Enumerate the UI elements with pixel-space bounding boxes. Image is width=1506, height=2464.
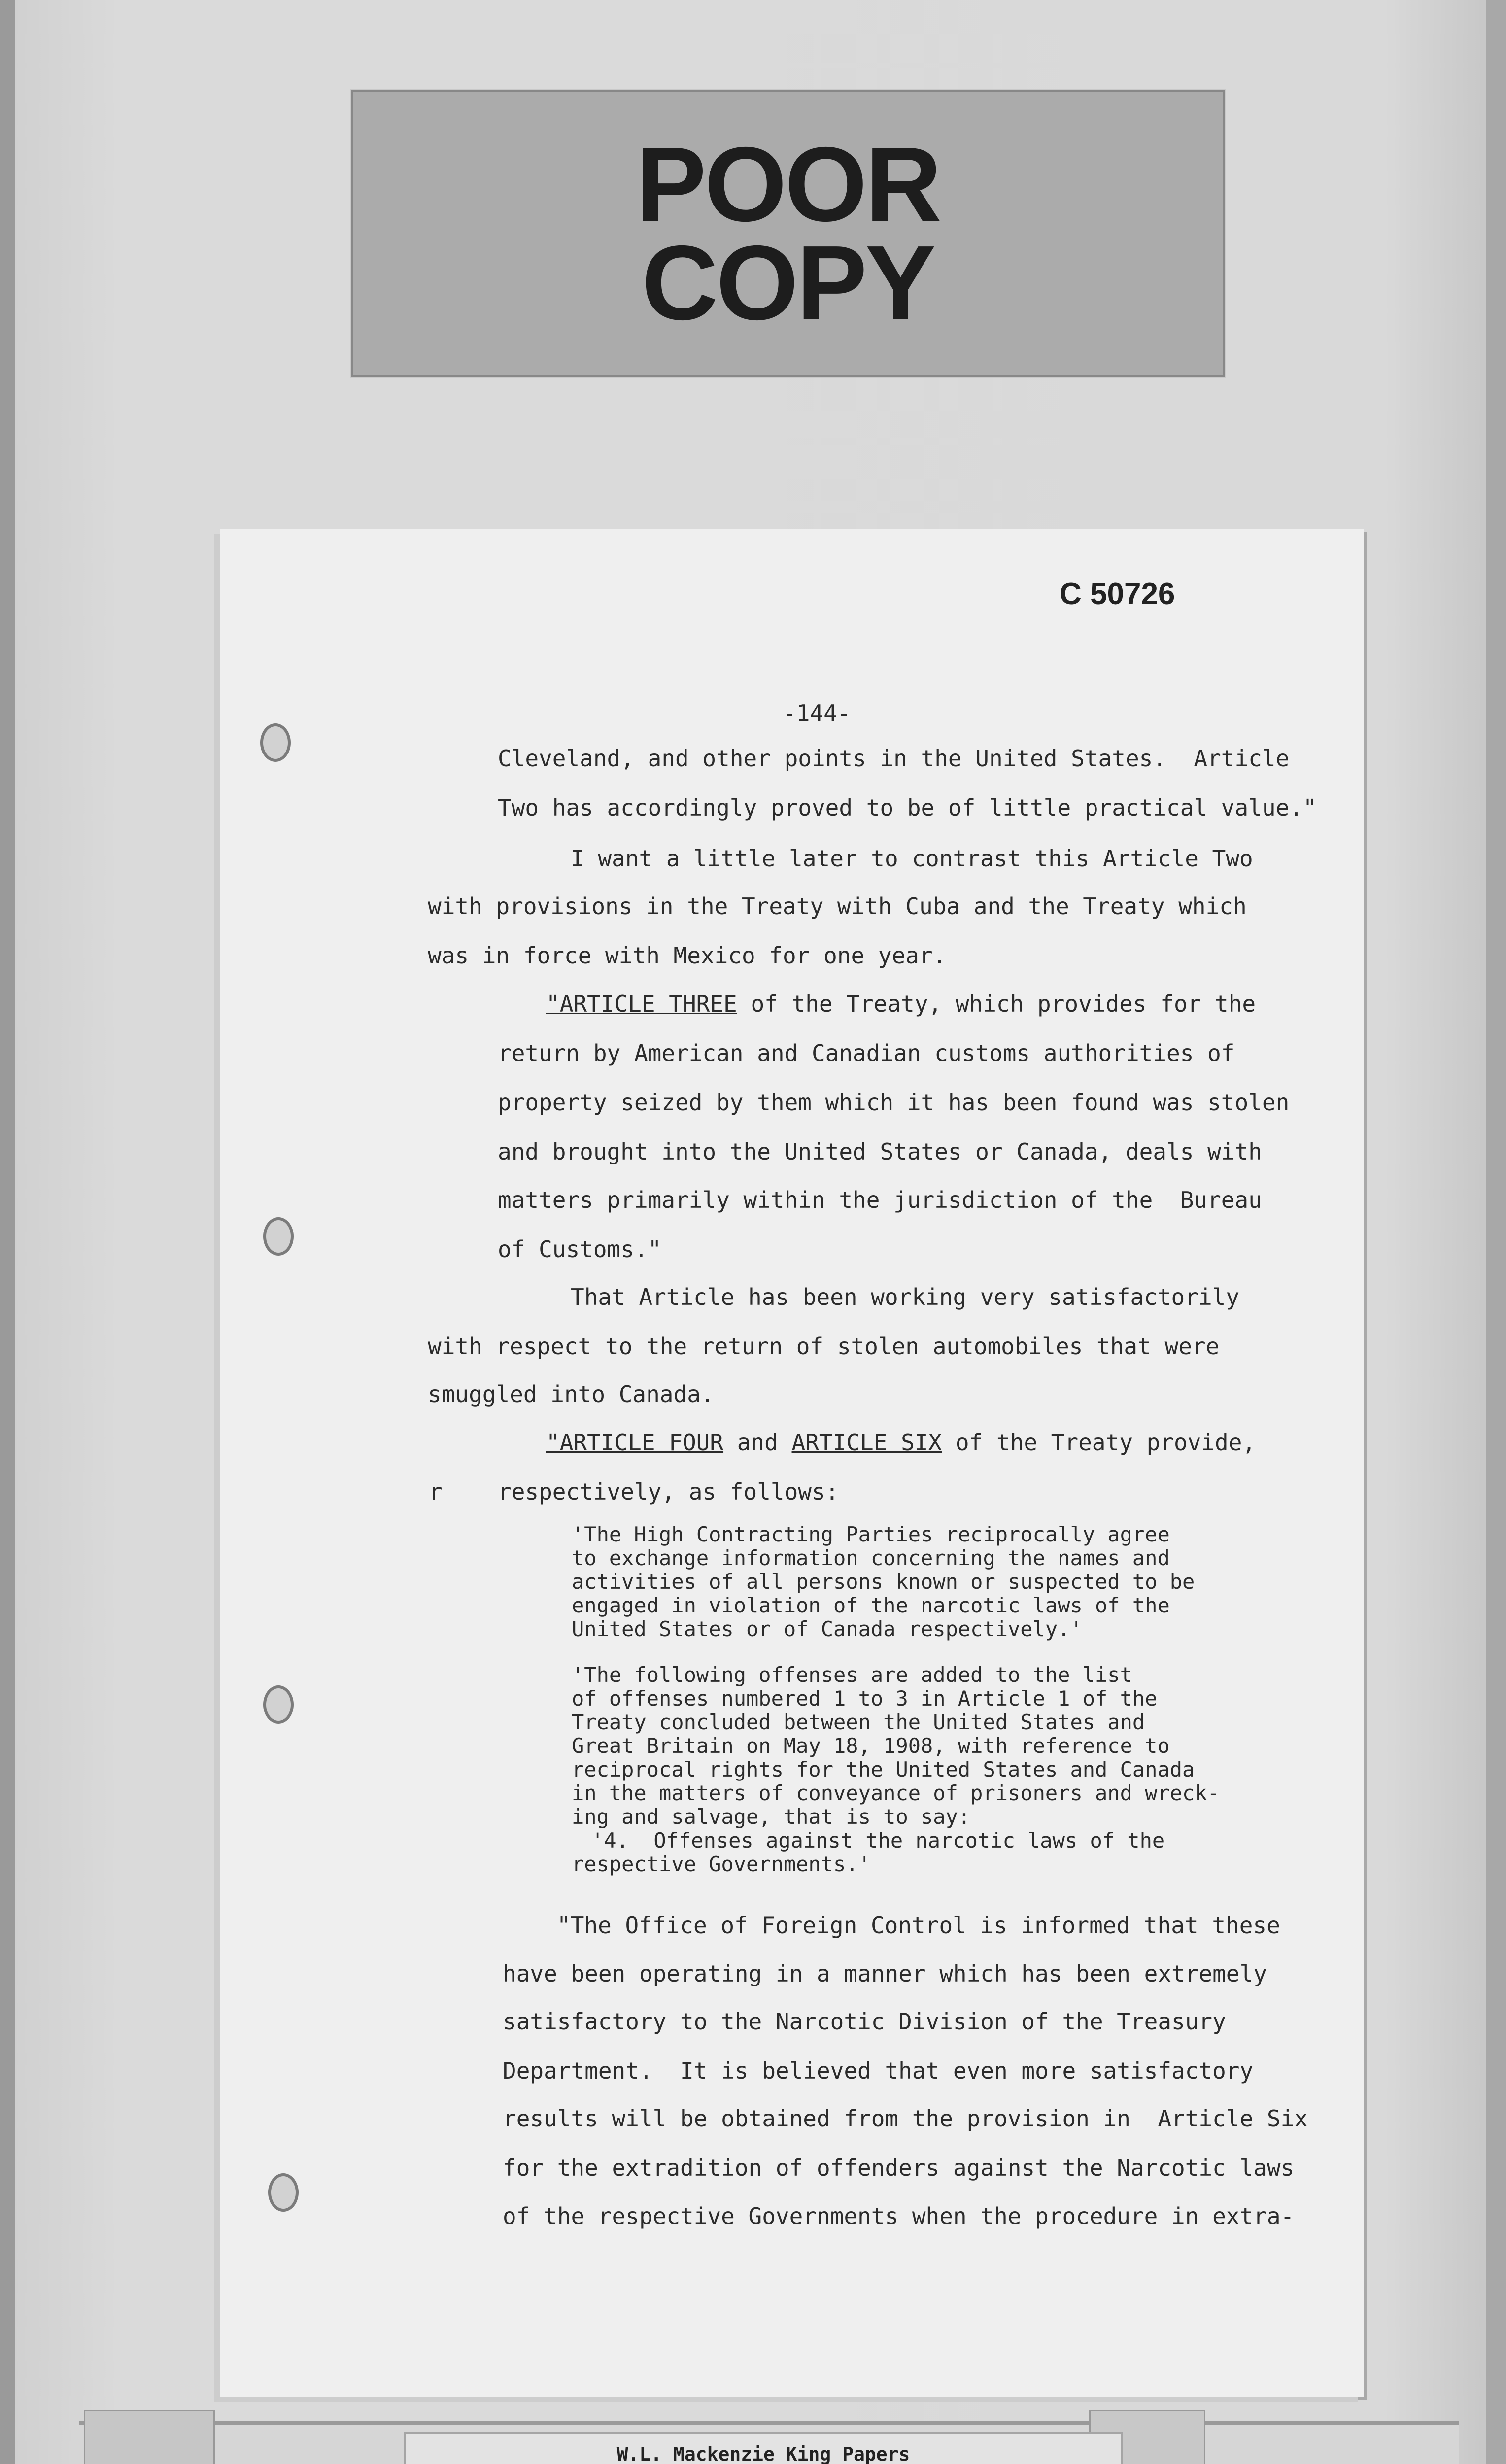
- quote-line: Great Britain on May 18, 1908, with reference to: [572, 1734, 1170, 1758]
- archive-number: C 50726: [1060, 577, 1175, 611]
- text-line: with respect to the return of stolen automobiles that were: [428, 1333, 1220, 1360]
- text-line: Department. It is believed that even more satisfactory: [503, 2057, 1254, 2084]
- article-three-heading: "ARTICLE THREE: [546, 991, 737, 1017]
- text-fragment: of the Treaty, which provides for the: [751, 991, 1256, 1017]
- quote-line: '4. Offenses against the narcotic laws of the: [591, 1828, 1165, 1852]
- text-line: satisfactory to the Narcotic Division of the Treasury: [503, 2008, 1226, 2035]
- text-fragment: of the Treaty provide,: [955, 1429, 1256, 1456]
- text-line: for the extradition of offenders against the Narcotic laws: [503, 2155, 1295, 2181]
- poor-copy-stamp: [351, 90, 1225, 377]
- text-line: [546, 1429, 1256, 1456]
- quote-line: to exchange information concerning the names and: [572, 1546, 1170, 1570]
- collection-name: W.L. Mackenzie King Papers: [616, 2443, 910, 2464]
- text-line: matters primarily within the jurisdiction of the Bureau: [498, 1187, 1262, 1213]
- board-edge-left: [0, 0, 15, 2464]
- text-line: have been operating in a manner which has been extremely: [503, 1960, 1267, 1987]
- quote-line: ing and salvage, that is to say:: [572, 1805, 971, 1829]
- text-line: smuggled into Canada.: [428, 1381, 715, 1407]
- punch-hole-icon: [260, 723, 291, 762]
- board-edge-right: [1486, 0, 1506, 2464]
- quote-line: respective Governments.': [572, 1852, 871, 1876]
- quote-line: engaged in violation of the narcotic laws of the: [572, 1593, 1170, 1617]
- text-line: results will be obtained from the provision in Article Six: [503, 2105, 1308, 2132]
- punch-hole-icon: [263, 1685, 294, 1724]
- text-line: with provisions in the Treaty with Cuba and the Treaty which: [428, 893, 1247, 920]
- punch-hole-icon: [268, 2173, 299, 2212]
- quote-line: Treaty concluded between the United States and: [572, 1710, 1145, 1734]
- poor-copy-line1: POOR: [635, 124, 940, 243]
- quote-line: 'The following offenses are added to the list: [572, 1663, 1132, 1687]
- text-line: of the respective Governments when the procedure in extra-: [503, 2203, 1295, 2229]
- text-line: and brought into the United States or Canada, deals with: [498, 1138, 1262, 1165]
- article-six-heading: ARTICLE SIX: [791, 1429, 942, 1456]
- collection-label: [404, 2432, 1123, 2464]
- quote-line: 'The High Contracting Parties reciprocally agree: [572, 1522, 1170, 1546]
- text-line: Cleveland, and other points in the United States. Article: [498, 745, 1290, 772]
- quote-line: in the matters of conveyance of prisoners and wreck-: [572, 1781, 1220, 1805]
- tape-piece: [84, 2410, 215, 2464]
- punch-hole-icon: [263, 1217, 294, 1256]
- text-fragment: and: [723, 1429, 792, 1456]
- quote-line: activities of all persons known or suspected to be: [572, 1570, 1195, 1594]
- text-line: of Customs.": [498, 1236, 662, 1263]
- text-line: respectively, as follows:: [498, 1478, 839, 1505]
- text-line: property seized by them which it has been found was stolen: [498, 1089, 1290, 1116]
- quote-line: reciprocal rights for the United States and Canada: [572, 1757, 1195, 1781]
- article-four-heading: "ARTICLE FOUR: [546, 1429, 724, 1456]
- text-line: [546, 991, 1256, 1017]
- text-line: I want a little later to contrast this Article Two: [571, 845, 1253, 872]
- margin-mark: r: [429, 1478, 443, 1505]
- text-line: "The Office of Foreign Control is informed that these: [557, 1912, 1280, 1939]
- text-line: was in force with Mexico for one year.: [428, 942, 947, 969]
- quote-line: of offenses numbered 1 to 3 in Article 1 of the: [572, 1686, 1158, 1711]
- text-line: Two has accordingly proved to be of little practical value.": [498, 794, 1317, 821]
- text-line: That Article has been working very satisfactorily: [571, 1284, 1240, 1310]
- poor-copy-line2: COPY: [641, 223, 934, 342]
- text-line: return by American and Canadian customs authorities of: [498, 1040, 1235, 1066]
- page-number: -144-: [783, 700, 851, 726]
- quote-line: United States or of Canada respectively.': [572, 1617, 1083, 1641]
